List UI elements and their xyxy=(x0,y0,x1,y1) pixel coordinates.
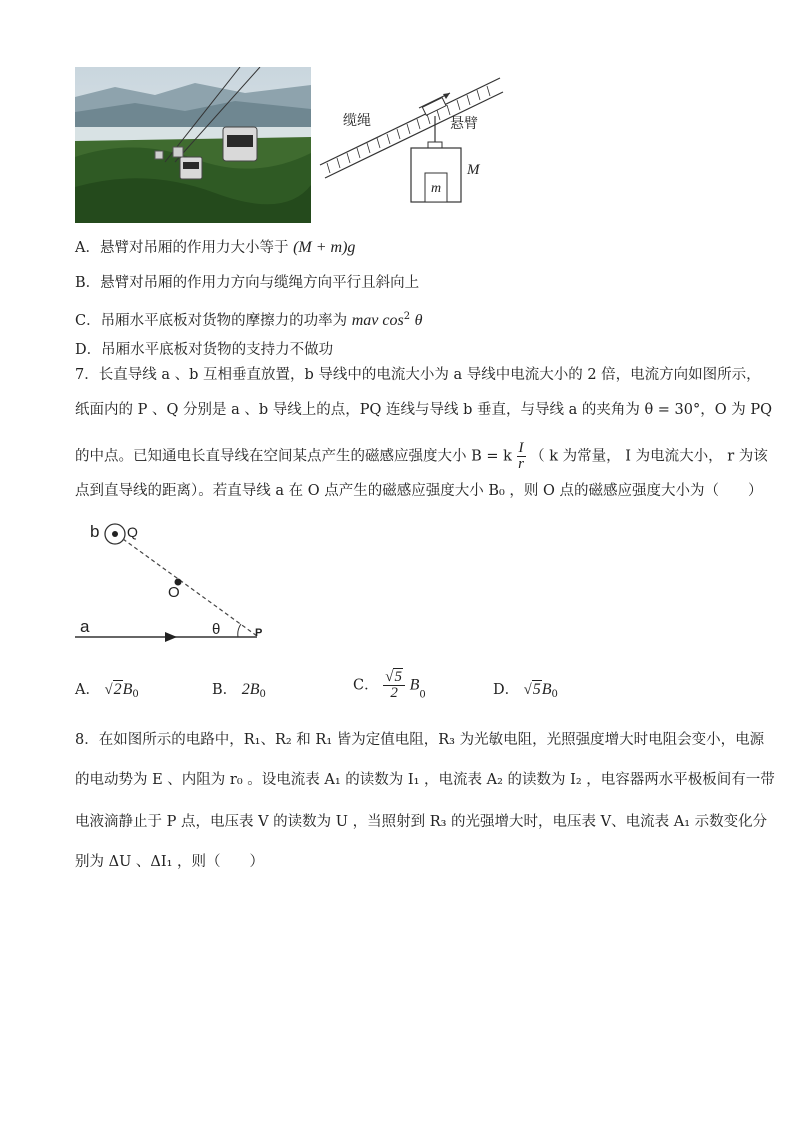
q7-frac-den: r xyxy=(518,456,524,472)
sqrt-symbol: √ xyxy=(385,669,394,685)
q7-label-O: O xyxy=(168,584,180,601)
q6-option-a-text: A．悬臂对吊厢的作用力大小等于 xyxy=(75,240,289,256)
q6-option-a-formula: (M + m)g xyxy=(293,239,356,256)
q7-label-theta: θ xyxy=(212,621,221,638)
q8-line-4: 别为 ΔU 、ΔI₁ ，则（ ） xyxy=(75,854,265,870)
arm-label: 悬臂 xyxy=(450,116,478,132)
q7-option-c-num xyxy=(383,670,405,686)
q7-option-a-radicand: 2 xyxy=(113,681,122,698)
q7-option-b-sub: 0 xyxy=(259,689,266,700)
q7-line-4: 点到直导线的距离）。若直导线 a 在 O 点产生的磁感应强度大小 B₀ ，则 O 点的磁感应强度大小为（ ） xyxy=(75,483,763,499)
q7-option-b xyxy=(212,680,266,705)
q7-option-a-label: A． xyxy=(75,682,100,698)
q7-frac-num: I xyxy=(518,440,524,456)
q6-option-d: D．吊厢水平底板对货物的支持力不做功 xyxy=(75,342,334,358)
q7-line-3-a: 的中点。已知通电长直导线在空间某点产生的磁感应强度大小 B = k xyxy=(75,448,512,465)
q7-fraction xyxy=(517,441,526,472)
q7-line-1: 7．长直导线 a 、b 互相垂直放置，b 导线中的电流大小为 a 导线中电流大小的 2 倍，电流方向如图所示， xyxy=(75,367,761,383)
sqrt-symbol: √ xyxy=(523,682,532,698)
q7-option-c xyxy=(353,670,426,706)
q7-option-a-B: B xyxy=(122,681,133,698)
q7-option-b-value: 2B xyxy=(241,681,260,698)
q7-option-c-label: C． xyxy=(353,677,379,694)
q7-option-c-radicand: 5 xyxy=(394,669,402,685)
q7-option-b-label: B． xyxy=(212,682,238,698)
q7-option-d-sub: 0 xyxy=(551,689,558,700)
q6-option-c-exp: 2 xyxy=(403,311,411,322)
q7-line-3 xyxy=(75,441,768,472)
q7-label-Q: Q xyxy=(127,524,138,540)
q7-option-c-B: B xyxy=(409,676,420,694)
q7-option-c-sub: 0 xyxy=(419,689,426,701)
q7-option-a-sub: 0 xyxy=(132,689,139,700)
q7-option-d-label: D． xyxy=(493,682,520,698)
q8-line-3: 电液滴静止于 P 点，电压表 V 的读数为 U ，当照射到 R₃ 的光强增大时，电压表 V、电流表 A₁ 示数变化分 xyxy=(75,814,768,830)
q7-option-d-B: B xyxy=(541,681,552,698)
q8-line-1: 8．在如图所示的电路中，R₁、R₂ 和 R₁ 皆为定值电阻，R₃ 为光敏电阻，光照强度增大时电阻会变小，电源 xyxy=(75,732,765,748)
q6-option-c xyxy=(75,307,423,331)
mass-M-label: M xyxy=(467,162,480,178)
q6-option-a xyxy=(75,238,355,258)
q7-option-d xyxy=(493,680,558,705)
q7-label-P: P xyxy=(255,627,263,639)
q7-option-c-frac xyxy=(383,670,405,701)
q7-label-a: a xyxy=(80,617,90,636)
q8-line-2: 的电动势为 E 、内阻为 r₀ 。设电流表 A₁ 的读数为 I₁ ，电流表 A₂ 的读数为 I₂ ，电容器两水平极板间有一带 xyxy=(75,772,775,788)
q7-option-a xyxy=(75,680,139,705)
cable-label: 缆绳 xyxy=(343,113,371,129)
q6-option-b: B．悬臂对吊厢的作用力方向与缆绳方向平行且斜向上 xyxy=(75,275,420,291)
q7-option-c-den: 2 xyxy=(390,685,398,701)
q7-label-b: b xyxy=(90,522,100,541)
q7-line-2: 纸面内的 P 、Q 分别是 a 、b 导线上的点，PQ 连线与导线 b 垂直，与导线 a 的夹角为 θ = 30°，O 为 PQ xyxy=(75,402,772,418)
sqrt-symbol: √ xyxy=(104,682,113,698)
q6-option-c-formula: mav cos xyxy=(351,312,404,329)
cable-car-photo xyxy=(75,67,311,223)
mass-m-label: m xyxy=(431,181,442,196)
q7-line-3-b: （ k 为常量， I 为电流大小， r 为该 xyxy=(530,448,768,465)
q7-option-d-radicand: 5 xyxy=(532,681,541,698)
q6-option-c-theta: θ xyxy=(414,312,423,329)
q6-option-c-text: C．吊厢水平底板对货物的摩擦力的功率为 xyxy=(75,313,348,329)
q7-wire-diagram xyxy=(75,515,275,645)
cable-car-diagram xyxy=(315,70,505,210)
